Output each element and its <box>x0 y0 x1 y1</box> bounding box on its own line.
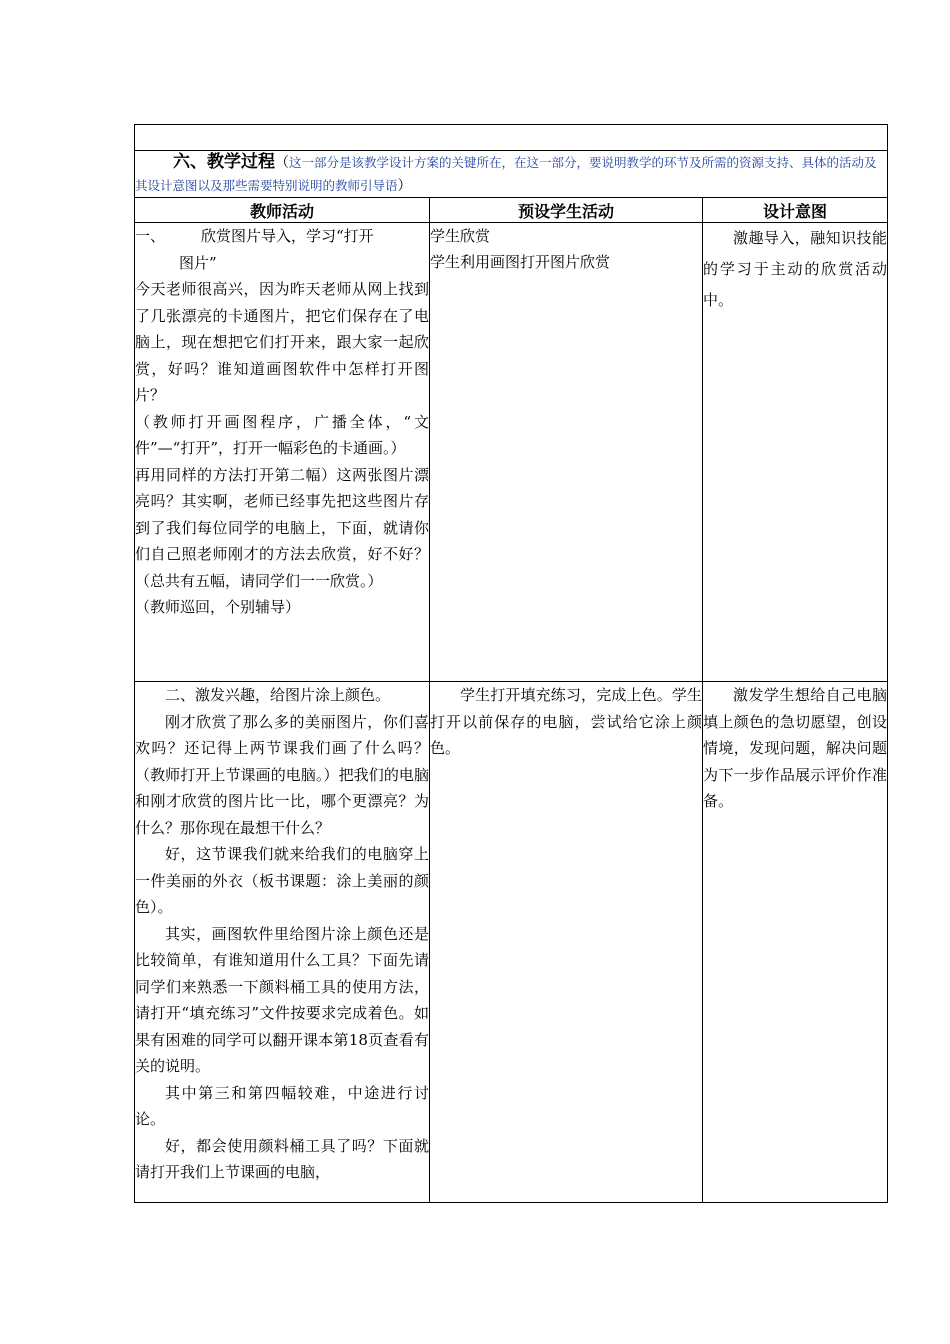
teacher-paragraph: 其实，画图软件里给图片涂上颜色还是比较简单，有谁知道用什么工具？下面先请同学们来熟悉一下颜料桶工具的使用方法，请打开“填充练习”文件按要求完成着色。如果有困难的同学可以翻开课本第18页查看有关的说明。 <box>135 924 429 1075</box>
student-activity-line: 学生打开填充练习，完成上色。学生打开以前保存的电脑，尝试给它涂上颜色。 <box>430 686 702 757</box>
section-title: 六、教学过程 <box>173 152 275 172</box>
header-intent: 设计意图 <box>703 198 888 223</box>
section-note: 这一部分是该教学设计方案的关键所在，在这一部分，要说明教学的环节及所需的资源支持、具体的活动及其设计意图以及那些需要特别说明的教师引导语 <box>135 155 877 193</box>
teacher-paragraph: 好，都会使用颜料桶工具了吗？下面就请打开我们上节课画的电脑， <box>135 1136 429 1181</box>
student-activity-cell <box>430 682 703 1203</box>
student-activity-cell <box>430 223 703 682</box>
step-title: 欣赏图片导入，学习“打开 <box>201 227 374 245</box>
design-intent-cell <box>703 223 888 682</box>
header-student: 预设学生活动 <box>430 198 703 223</box>
student-activity-line: 学生欣赏 <box>430 227 491 245</box>
column-header-row <box>135 198 888 223</box>
table-row <box>135 223 888 682</box>
section-header-cell <box>135 151 888 198</box>
teacher-paragraph: （教师巡回，个别辅导） <box>135 598 301 616</box>
teacher-paragraph: 刚才欣赏了那么多的美丽图片，你们喜欢吗？还记得上两节课我们画了什么吗？（教师打开上节课画的电脑。）把我们的电脑和刚才欣赏的图片比一比，哪个更漂亮？为什么？那你现在最想干什么？ <box>135 712 429 837</box>
teacher-paragraph: （教师打开画图程序，广播全体，“文件”—“打开”，打开一幅彩色的卡通画。） <box>135 412 429 457</box>
empty-top-row <box>135 125 888 151</box>
design-intent-cell <box>703 682 888 1203</box>
design-intent-text: 激发学生想给自己电脑填上颜色的急切愿望，创设情境，发现问题，解决问题为下一步作品展示评价作准备。 <box>703 686 888 810</box>
teacher-paragraph: 好，这节课我们就来给我们的电脑穿上一件美丽的外衣（板书课题：涂上美丽的颜色）。 <box>135 845 429 916</box>
step-heading <box>135 223 429 250</box>
lesson-plan-table <box>134 124 888 1203</box>
teacher-paragraph: 其中第三和第四幅较难，中途进行讨论。 <box>135 1083 429 1128</box>
student-activity-line: 学生利用画图打开图片欣赏 <box>430 253 611 271</box>
design-intent-text: 激趣导入，融知识技能的学习于主动的欣赏活动中。 <box>703 229 888 309</box>
table-row <box>135 682 888 1203</box>
teacher-activity-cell <box>135 682 430 1203</box>
teacher-paragraph: 今天老师很高兴，因为昨天老师从网上找到了几张漂亮的卡通图片，把它们保存在了电脑上，现在想把它们打开来，跟大家一起欣赏，好吗？谁知道画图软件中怎样打开图片？ <box>135 280 429 404</box>
section-paren-close: ） <box>397 178 412 194</box>
teacher-paragraph: 再用同样的方法打开第二幅）这两张图片漂亮吗？其实啊，老师已经事先把这些图片存到了我们每位同学的电脑上，下面，就请你们自己照老师刚才的方法去欣赏，好不好？（总共有五幅，请同学们一一欣赏。） <box>135 465 429 590</box>
section-paren-open: （ <box>275 155 289 171</box>
header-teacher: 教师活动 <box>135 198 430 223</box>
teacher-activity-cell <box>135 223 430 682</box>
step-number: 一、 <box>135 227 166 245</box>
section-row <box>135 151 888 198</box>
step-title-continued: 图片” <box>179 253 217 272</box>
teacher-paragraph: 二、激发兴趣，给图片涂上颜色。 <box>165 686 391 704</box>
